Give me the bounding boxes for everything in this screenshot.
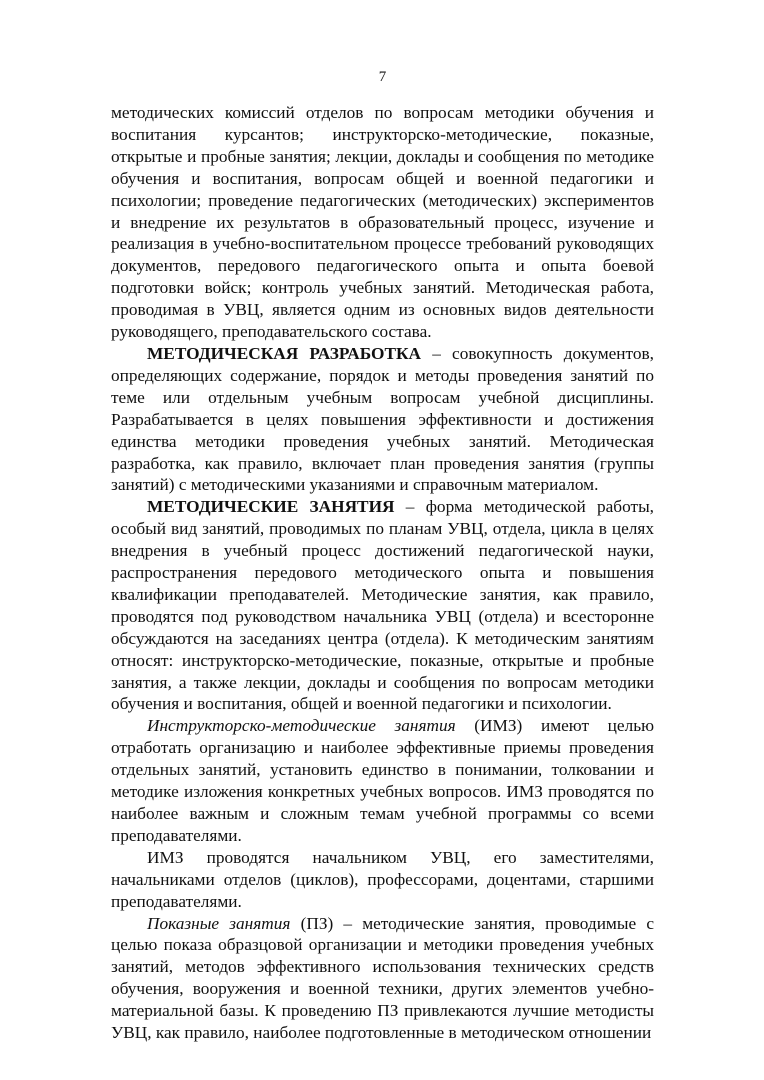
term-pz: Показные занятия bbox=[147, 913, 291, 933]
paragraph-2 bbox=[111, 343, 654, 496]
term-metod-razrabotka: МЕТОДИЧЕСКАЯ РАЗРАБОТКА bbox=[147, 343, 422, 363]
paragraph-3-text: – форма методической работы, особый вид занятий, проводимых по планам УВЦ, отдела, цикла в целях внедрения в учебный процесс достижений педагогической науки, распространения передового методического опыта и повышения квалификации преподавателей. Методические занятия, как правило, проводятся под руководством начальника УВЦ (отдела) и всесторонне обсуждаются на заседаниях центра (отдела). К методическим занятиям относят: инструкторско-методические, показные, открытые и пробные занятия, а также лекции, доклады и сообщения по вопросам методики обучения и воспитания, общей и военной педагогики и психологии. bbox=[111, 497, 654, 714]
paragraph-4-text: (ИМЗ) имеют целью отработать организацию и наиболее эффективные приемы проведения отдельных занятий, установить единство в понимании, толковании и методике изложения конкретных учебных вопросов. ИМЗ проводятся по наиболее важным и сложным темам учебной программы со всеми преподавателями. bbox=[111, 716, 654, 845]
paragraph-4 bbox=[111, 715, 654, 846]
paragraph-5: ИМЗ проводятся начальником УВЦ, его заместителями, начальниками отделов (циклов), профессорами, доцентами, старшими преподавателями. bbox=[111, 847, 654, 911]
paragraph-6 bbox=[111, 913, 654, 1044]
paragraph-6-text: (ПЗ) – методические занятия, проводимые с целью показа образцовой организации и методики проведения учебных занятий, методов эффективного использования технических средств обучения, вооружения и военной техники, других элементов учебно-материальной базы. К проведению ПЗ привлекаются лучшие методисты УВЦ, как правило, наиболее подготовленные в методическом отношении bbox=[111, 913, 654, 1043]
paragraph-3 bbox=[111, 496, 654, 715]
document-page bbox=[111, 68, 654, 1044]
page-number: 7 bbox=[378, 69, 387, 85]
body-text bbox=[111, 102, 654, 1044]
term-metod-zanyatiya: МЕТОДИЧЕСКИЕ ЗАНЯТИЯ bbox=[147, 497, 395, 517]
paragraph-1: методических комиссий отделов по вопросам методики обучения и воспитания курсантов; инструкторско-методические, показные, открытые и пробные занятия; лекции, доклады и сообщения по методике обучения и воспитания, вопросам общей и военной педагогики и психологии; проведение педагогических (методических) экспериментов и внедрение их результатов в образовательный процесс, изучение и реализация в учебно-воспитательном процессе требований руководящих документов, передового педагогического опыта и опыта боевой подготовки войск; контроль учебных занятий. Методическая работа, проводимая в УВЦ, является одним из основных видов деятельности руководящего, преподавательского состава. bbox=[111, 103, 654, 342]
term-imz: Инструкторско-методические занятия bbox=[147, 716, 456, 736]
paragraph-2-text: – совокупность документов, определяющих содержание, порядок и методы проведения занятий по теме или отдельным учебным вопросам учебной дисциплины. Разрабатывается в целях повышения эффективности и достижения единства методики проведения учебных занятий. Методическая разработка, как правило, включает план проведения занятия (группы занятий) с методическими указаниями и справочным материалом. bbox=[111, 343, 654, 495]
